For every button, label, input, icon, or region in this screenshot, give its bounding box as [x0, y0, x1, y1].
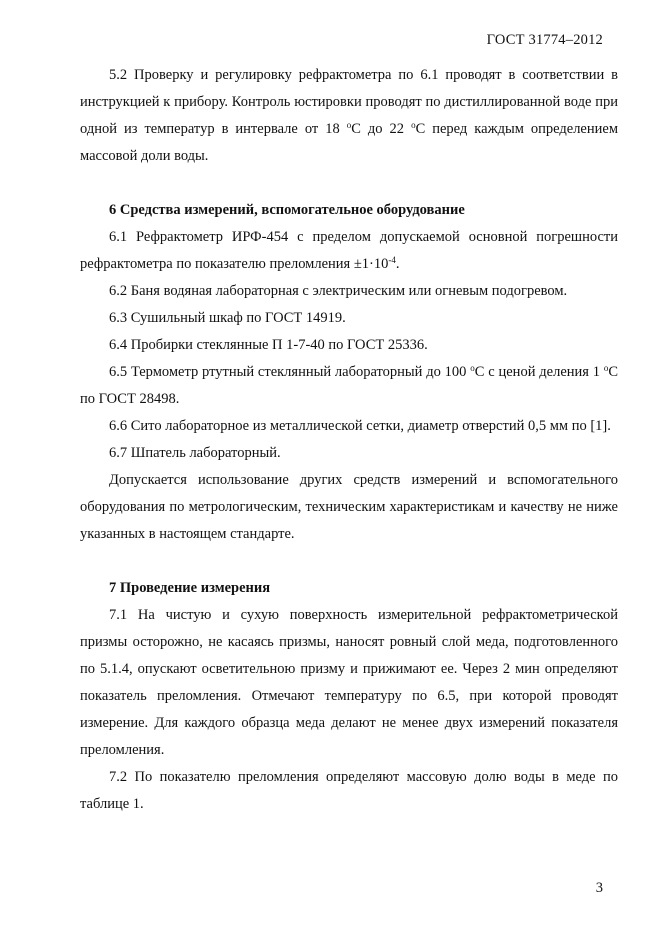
paragraph-7-1: 7.1 На чистую и сухую поверхность измерительной рефрактометрической призмы осторожно, не касаясь призмы, наносят ровный слой меда, подготовленного по 5.1.4, опускают осветительною призму и прижимают ее. Через 2 мин определяют показатель преломления. Отмечают температуру по 6.5, при которой проводят измерение. Для каждого образца меда делают не менее двух измерений показателя преломления.	[80, 607, 618, 758]
text-fragment: 6.1 Рефрактометр ИРФ-454 с пределом допускаемой основной погрешности рефрактометра по показателю преломления ±1·10	[80, 229, 618, 272]
text-fragment: 5.2 Проверку и регулировку рефрактометра по 6.1 проводят в соответствии в инструкцией к прибору. Контроль юстировки проводят по дистиллированной воде при одной из температур в интервале от 18	[80, 67, 618, 137]
section-7-heading: 7 Проведение измерения	[109, 580, 271, 596]
document-body	[80, 62, 618, 818]
paragraph-6-1	[80, 224, 618, 278]
paragraph-5-2	[80, 62, 618, 170]
page-number: 3	[595, 880, 603, 896]
paragraph-6-3: 6.3 Сушильный шкаф по ГОСТ 14919.	[109, 310, 346, 326]
text-fragment: С по ГОСТ 28498.	[80, 364, 618, 407]
text-fragment: С с ценой деления 1	[474, 364, 604, 380]
degree-mark: о	[411, 120, 416, 130]
text-fragment: С перед каждым определением массовой доли воды.	[80, 121, 618, 164]
paragraph-6-4: 6.4 Пробирки стеклянные П 1-7-40 по ГОСТ 25336.	[109, 337, 428, 353]
paragraph-6-7: 6.7 Шпатель лабораторный.	[109, 445, 281, 461]
exponent: -4	[388, 255, 396, 265]
document-code-header: ГОСТ 31774–2012	[486, 32, 603, 48]
paragraph-6-5	[80, 359, 618, 413]
text-fragment: .	[395, 256, 400, 272]
section-6-heading: 6 Средства измерений, вспомогательное оборудование	[109, 202, 465, 218]
paragraph-6-2: 6.2 Баня водяная лабораторная с электрическим или огневым подогревом.	[109, 283, 568, 299]
degree-mark: о	[470, 363, 475, 373]
text-fragment: С до 22	[351, 121, 412, 137]
paragraph-6-note: Допускается использование других средств измерений и вспомогательного оборудования по метрологическим, техническим характеристикам и качеству не ниже указанных в настоящем стандарте.	[80, 472, 618, 542]
degree-mark: о	[346, 120, 352, 130]
text-fragment: 6.5 Термометр ртутный стеклянный лабораторный до 100	[109, 364, 471, 380]
paragraph-6-6: 6.6 Сито лабораторное из металлической сетки, диаметр отверстий 0,5 мм по [1].	[109, 418, 611, 434]
paragraph-7-2: 7.2 По показателю преломления определяют массовую долю воды в меде по таблице 1.	[80, 769, 618, 812]
degree-mark: о	[603, 363, 609, 373]
